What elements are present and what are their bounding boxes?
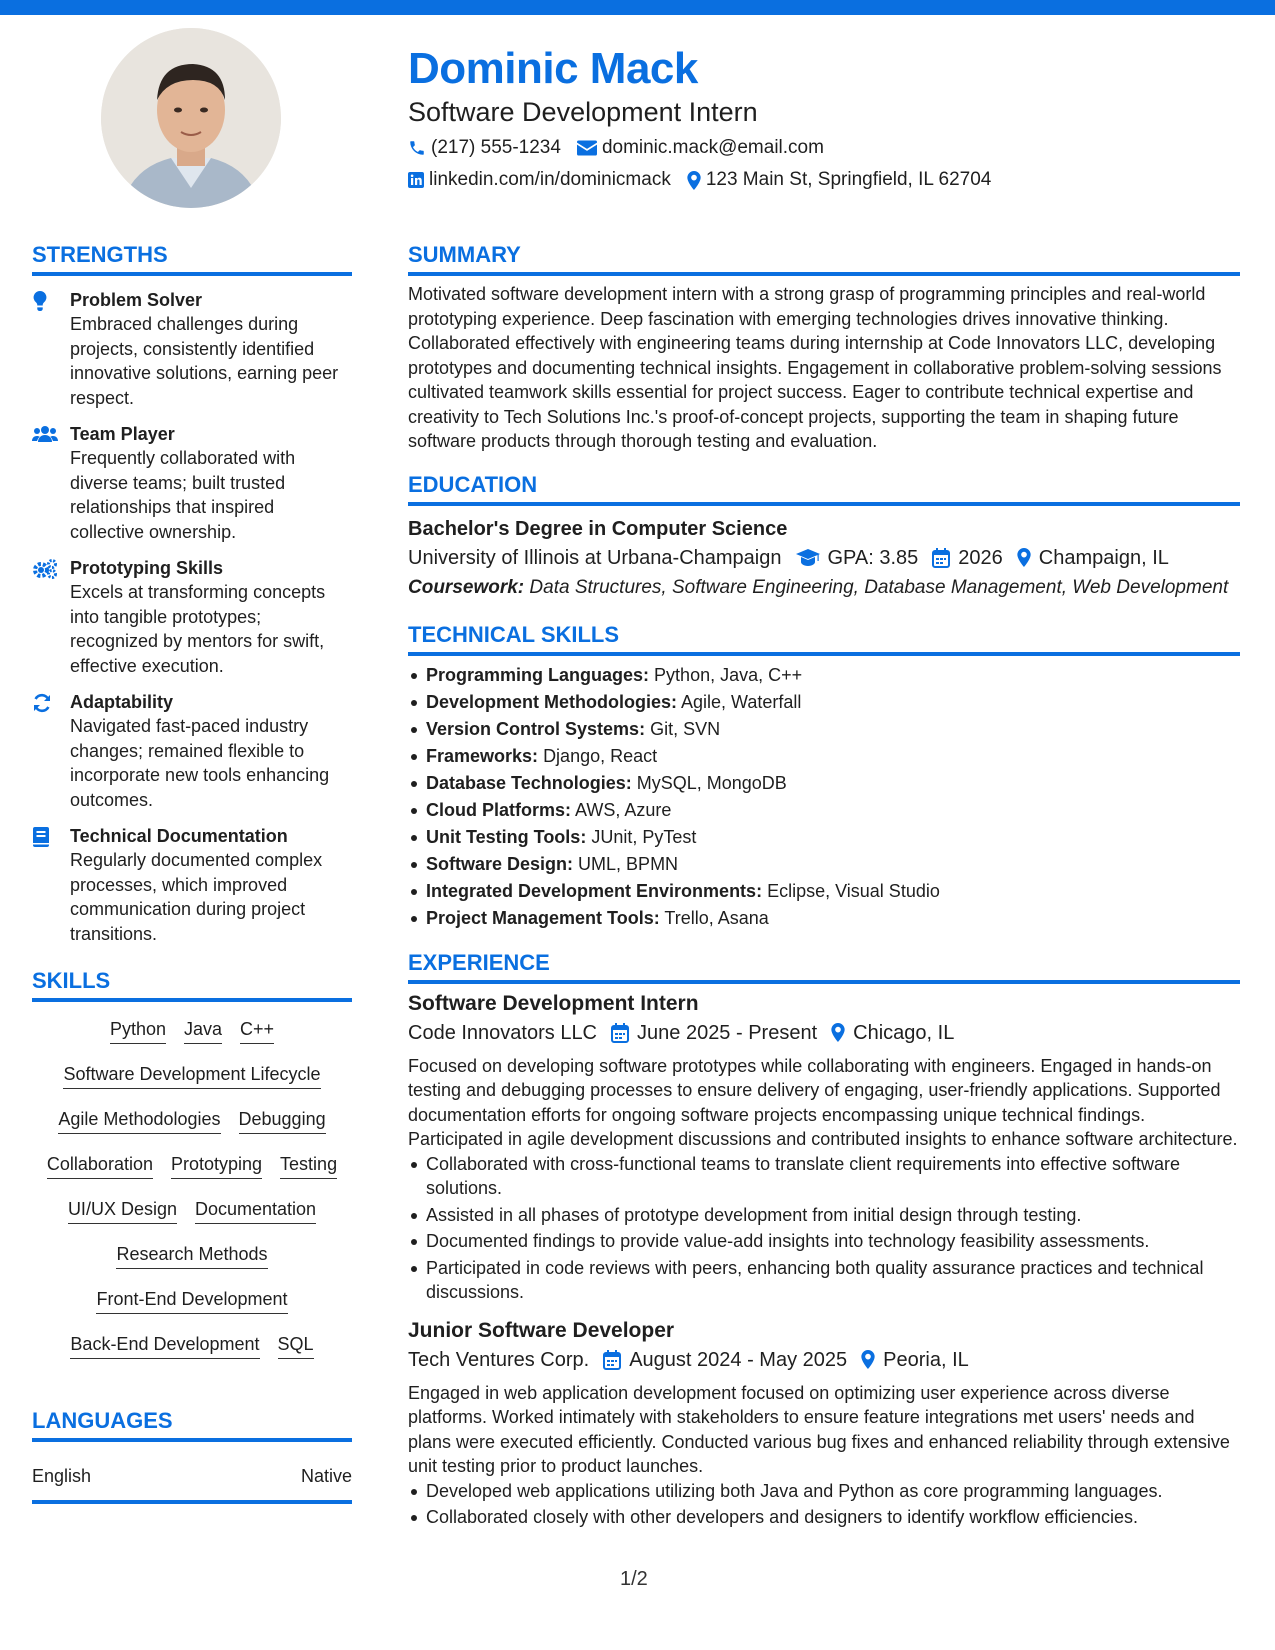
skill-tag: Software Development Lifecycle [63, 1061, 320, 1089]
skill-tag: Back-End Development [70, 1331, 259, 1359]
school-name [408, 543, 782, 573]
list-item [408, 851, 1240, 878]
address-contact [687, 167, 992, 193]
location-text: Chicago, IL [853, 1021, 955, 1044]
resume-header [408, 40, 1238, 196]
strength-item [32, 690, 352, 812]
job-summary: Focused on developing software prototypes while collaborating with engineers. Engaged in hands-on testing and debugging processes to ensure delivery of engaging, user-friendly applications. Supported documentation efforts for ongoing software projects encompassing unique technical findings. Participated in agile development discussions and contributed insights to enhance software architecture. [408, 1055, 1238, 1149]
skill-category: Version Control Systems: [426, 718, 646, 739]
school-text: University of Illinois at Urbana-Champaign [408, 546, 782, 569]
phone-contact [408, 135, 561, 161]
experience-divider [408, 980, 1240, 984]
skill-category: Software Design: [426, 853, 574, 874]
skill-category: Cloud Platforms: [426, 799, 572, 820]
technical-skills-list [408, 662, 1240, 932]
strengths-heading: STRENGTHS [32, 242, 168, 267]
skill-tag: Debugging [239, 1106, 326, 1134]
job-meta [408, 1345, 1240, 1375]
profile-photo [101, 28, 281, 208]
strength-item [32, 422, 352, 544]
strength-title: Adaptability [70, 692, 174, 712]
job-dates [611, 1018, 817, 1048]
strength-title: Problem Solver [70, 290, 203, 310]
technical-skills-heading: TECHNICAL SKILLS [408, 621, 620, 647]
skill-values: JUnit, PyTest [591, 826, 697, 847]
skill-category: Frameworks: [426, 745, 539, 766]
calendar-icon [932, 548, 950, 568]
strength-desc: Frequently collaborated with diverse teams; built trusted relationships that inspired collective ownership. [70, 448, 296, 542]
list-item [408, 743, 1240, 770]
job-meta [408, 1018, 1240, 1048]
summary-divider [408, 272, 1240, 276]
skill-category: Project Management Tools: [426, 907, 660, 928]
skill-values: Agile, Waterfall [681, 691, 802, 712]
page-number: 1/2 [620, 1568, 648, 1590]
technical-skills-section [408, 620, 1240, 932]
skill-values: Git, SVN [650, 718, 721, 739]
summary-text: Motivated software development intern with a strong grasp of programming principles and real-world prototyping experience. Deep fascination with emerging technologies drives innovative thinking. Collaborated effectively with engineering teams during internship at Code Innovators LLC, developing prototypes and documenting technical insights. Engagement in collaborative problem-solving sessions cultivated teamwork skills essential for project success. Eager to contribute technical expertise and creativity to Tech Solutions Inc.'s proof-of-concept projects, supporting the team in shaping future software products through thorough testing and evaluation. [408, 284, 1222, 451]
coursework [408, 575, 1240, 600]
map-pin-icon [831, 1023, 845, 1042]
linkedin-text[interactable]: linkedin.com/in/dominicmack [429, 169, 671, 190]
strengths-divider [32, 272, 352, 276]
list-item [408, 662, 1240, 689]
list-item: Assisted in all phases of prototype development from initial design through testing. [408, 1203, 1240, 1228]
strength-item [32, 556, 352, 678]
list-item [408, 689, 1240, 716]
education-section [408, 470, 1240, 600]
strength-desc: Excels at transforming concepts into tangible prototypes; recognized by mentors for swift, effective execution. [70, 582, 326, 676]
language-name: English [32, 1466, 92, 1486]
skill-tag: C++ [240, 1016, 274, 1044]
summary-heading: SUMMARY [408, 242, 521, 267]
list-item: Collaborated with cross-functional teams to translate client requirements into effective software solutions. [408, 1152, 1240, 1201]
company-name [408, 1345, 589, 1375]
linkedin-contact[interactable] [408, 167, 671, 193]
skills-divider [32, 998, 352, 1002]
contact-row-2 [408, 164, 1238, 196]
lightbulb-icon [32, 291, 48, 311]
location-text: Peoria, IL [883, 1348, 969, 1371]
list-item: Developed web applications utilizing both Java and Python as core programming languages. [408, 1479, 1240, 1504]
list-item: Participated in code reviews with peers, enhancing both quality assurance practices and technical discussions. [408, 1256, 1240, 1305]
strength-desc: Navigated fast-paced industry changes; remained flexible to incorporate new tools enhancing outcomes. [70, 716, 330, 810]
strength-title: Team Player [70, 424, 175, 444]
skill-values: Python, Java, C++ [654, 664, 803, 685]
skill-tag: Research Methods [116, 1241, 267, 1269]
phone-icon [408, 139, 426, 157]
calendar-icon [611, 1023, 629, 1043]
skill-tag: Testing [280, 1151, 337, 1179]
coursework-text: Data Structures, Software Engineering, Database Management, Web Development [529, 576, 1229, 598]
job-location [861, 1345, 969, 1375]
skill-tag: Collaboration [47, 1151, 153, 1179]
gpa-text: GPA: 3.85 [827, 546, 919, 569]
phone-text: (217) 555-1234 [431, 137, 561, 158]
graduation-cap-icon [796, 549, 820, 567]
map-pin-icon [687, 171, 701, 190]
skills-section [32, 966, 352, 1376]
skills-tags [32, 1016, 352, 1376]
education-meta [408, 543, 1240, 573]
skill-tag: Agile Methodologies [58, 1106, 220, 1134]
skill-values: Eclipse, Visual Studio [767, 880, 940, 901]
job-bullets [408, 1479, 1240, 1530]
skill-values: Django, React [543, 745, 658, 766]
linkedin-icon [408, 172, 424, 188]
year-text: 2026 [958, 546, 1003, 569]
graduation-year [932, 543, 1003, 573]
job-entry [408, 990, 1240, 1305]
company-text: Tech Ventures Corp. [408, 1348, 590, 1371]
top-accent-bar [0, 0, 1275, 15]
skill-row [32, 1151, 352, 1196]
job-title: Junior Software Developer [408, 1318, 675, 1342]
sync-icon [32, 693, 52, 713]
strength-desc: Embraced challenges during projects, consistently identified innovative solutions, earning peer respect. [70, 314, 339, 408]
education-divider [408, 502, 1240, 506]
skill-category: Unit Testing Tools: [426, 826, 587, 847]
location-text: Champaign, IL [1038, 546, 1169, 569]
degree-title: Bachelor's Degree in Computer Science [408, 517, 788, 540]
skill-tag: UI/UX Design [68, 1196, 177, 1224]
contact-row-1 [408, 132, 1238, 164]
skill-values: UML, BPMN [578, 853, 679, 874]
list-item [408, 878, 1240, 905]
coursework-label: Coursework: [408, 576, 525, 598]
job-location [831, 1018, 954, 1048]
company-text: Code Innovators LLC [408, 1021, 598, 1044]
skill-tag: Front-End Development [96, 1286, 287, 1314]
strength-title: Technical Documentation [70, 826, 288, 846]
skill-row [32, 1331, 352, 1376]
technical-skills-divider [408, 652, 1240, 656]
skill-values: AWS, Azure [575, 799, 672, 820]
skill-row [32, 1061, 352, 1106]
skill-values: MySQL, MongoDB [636, 772, 787, 793]
calendar-icon [603, 1350, 621, 1370]
candidate-name: Dominic Mack [408, 44, 698, 93]
job-dates [603, 1345, 847, 1375]
email-contact[interactable] [577, 135, 824, 161]
skill-row [32, 1016, 352, 1061]
users-icon [32, 425, 58, 443]
strength-desc: Regularly documented complex processes, which improved communication during project transitions. [70, 850, 323, 944]
languages-section [32, 1406, 352, 1504]
skill-row [32, 1241, 352, 1286]
list-item: Collaborated closely with other developers and designers to identify workflow efficiencies. [408, 1505, 1240, 1530]
left-column [32, 240, 352, 1504]
skills-heading: SKILLS [32, 968, 111, 993]
skill-category: Development Methodologies: [426, 691, 678, 712]
language-level-bar [32, 1500, 352, 1504]
email-text[interactable]: dominic.mack@email.com [601, 137, 824, 158]
list-item [408, 770, 1240, 797]
list-item [408, 716, 1240, 743]
map-pin-icon [861, 1350, 875, 1369]
skill-category: Integrated Development Environments: [426, 880, 763, 901]
language-item [32, 1464, 352, 1488]
skill-row [32, 1196, 352, 1241]
languages-divider [32, 1438, 352, 1442]
skill-tag: Prototyping [171, 1151, 262, 1179]
map-pin-icon [1017, 548, 1031, 567]
job-entry [408, 1317, 1240, 1530]
job-title: Software Development Intern [408, 991, 699, 1015]
education-heading: EDUCATION [408, 471, 538, 497]
right-column [408, 240, 1240, 1530]
list-item [408, 824, 1240, 851]
job-bullets [408, 1152, 1240, 1305]
skill-tag: Documentation [195, 1196, 316, 1224]
strength-item [32, 288, 352, 410]
list-item: Documented findings to provide value-add insights into technology feasibility assessments. [408, 1229, 1240, 1254]
candidate-title: Software Development Intern [408, 97, 758, 127]
job-summary: Engaged in web application development focused on optimizing user experience across diverse platforms. Worked intimately with stakeholders to ensure feature integrations met users' needs and plans were executed efficiently. Conducted various bug fixes and enhanced reliability through extensive unit testing prior to product launches. [408, 1382, 1230, 1476]
company-name [408, 1018, 597, 1048]
list-item [408, 797, 1240, 824]
address-text: 123 Main St, Springfield, IL 62704 [705, 169, 992, 190]
envelope-icon [577, 140, 597, 156]
experience-heading: EXPERIENCE [408, 949, 550, 975]
gpa [796, 543, 919, 573]
skill-row [32, 1286, 352, 1331]
dates-text: August 2024 - May 2025 [629, 1348, 848, 1371]
languages-heading: LANGUAGES [32, 1408, 173, 1433]
dates-text: June 2025 - Present [637, 1021, 818, 1044]
experience-section [408, 948, 1240, 1530]
skill-tag: Python [110, 1016, 166, 1044]
book-icon [32, 827, 50, 847]
skill-category: Database Technologies: [426, 772, 632, 793]
skill-row [32, 1106, 352, 1151]
strength-title: Prototyping Skills [70, 558, 224, 578]
skill-tag: SQL [278, 1331, 314, 1359]
list-item [408, 905, 1240, 932]
skill-tag: Java [184, 1016, 222, 1044]
language-level: Native [300, 1466, 352, 1486]
strength-item [32, 824, 352, 946]
education-location [1017, 543, 1169, 573]
strengths-list [32, 288, 352, 946]
skill-values: Trello, Asana [664, 907, 769, 928]
skill-category: Programming Languages: [426, 664, 650, 685]
gears-icon [32, 559, 58, 579]
